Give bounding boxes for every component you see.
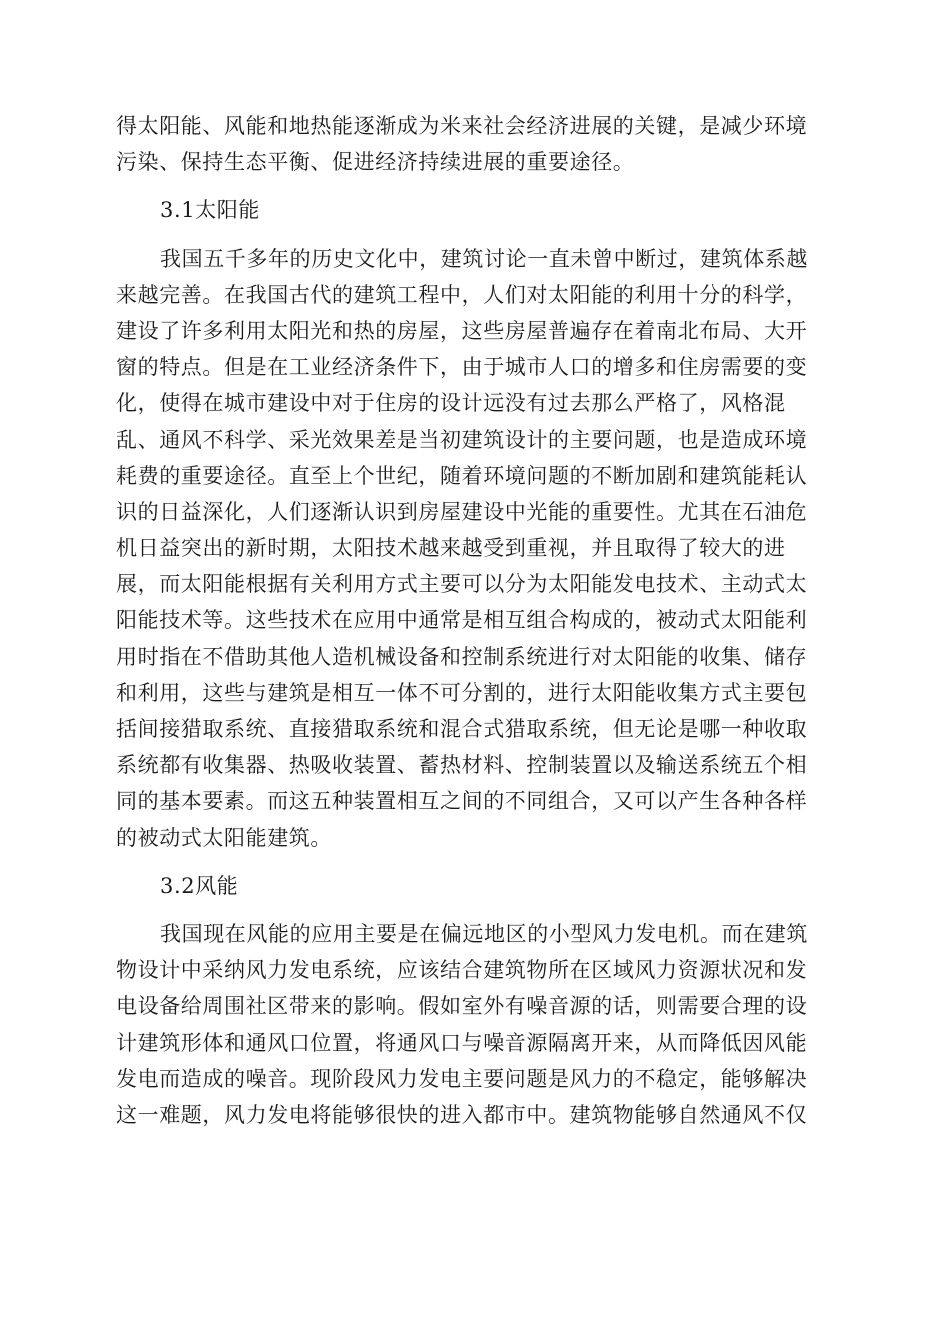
text-line: 和利用，这些与建筑是相互一体不可分割的，进行太阳能收集方式主要包 <box>116 680 808 705</box>
text-line: 建设了许多利用太阳光和热的房屋，这些房屋普遍存在着南北布局、大开 <box>116 318 808 343</box>
text-line: 识的日益深化，人们逐渐认识到房屋建设中光能的重要性。尤其在石油危 <box>116 499 808 524</box>
text-line: 阳能技术等。这些技术在应用中通常是相互组合构成的，被动式太阳能利 <box>116 608 808 633</box>
paragraph-intro-continuation <box>116 108 834 180</box>
text-line: 这一难题，风力发电将能够很快的进入都市中。建筑物能够自然通风不仅 <box>116 1102 808 1127</box>
text-line: 耗费的重要途径。直至上个世纪，随着环境问题的不断加剧和建筑能耗认 <box>116 463 808 488</box>
text-line: 发电而造成的噪音。现阶段风力发电主要问题是风力的不稳定，能够解决 <box>116 1066 808 1091</box>
text-line: 我国五千多年的历史文化中，建筑讨论一直未曾中断过，建筑体系越 <box>160 246 808 271</box>
text-line: 机日益突出的新时期，太阳技术越来越受到重视，并且取得了较大的进 <box>116 536 786 561</box>
text-line: 计建筑形体和通风口位置，将通风口与噪音源隔离开来，从而降低因风能 <box>116 1030 808 1055</box>
document-page <box>116 108 834 1133</box>
paragraph-wind <box>116 916 834 1133</box>
section-heading-solar: 3.1太阳能 <box>160 198 260 223</box>
paragraph-solar <box>116 241 834 856</box>
text-line: 用时指在不借助其他人造机械设备和控制系统进行对太阳能的收集、储存 <box>116 644 808 669</box>
text-line: 窗的特点。但是在工业经济条件下，由于城市人口的增多和住房需要的变 <box>116 355 808 380</box>
section-heading-wind: 3.2风能 <box>160 873 239 898</box>
text-line: 电设备给周围社区带来的影响。假如室外有噪音源的话，则需要合理的设 <box>116 994 808 1019</box>
text-line: 来越完善。在我国古代的建筑工程中，人们对太阳能的利用十分的科学， <box>116 282 808 307</box>
text-line: 系统都有收集器、热吸收装置、蓄热材料、控制装置以及输送系统五个相 <box>116 753 808 778</box>
text-line: 我国现在风能的应用主要是在偏远地区的小型风力发电机。而在建筑 <box>160 921 808 946</box>
text-line: 物设计中采纳风力发电系统，应该结合建筑物所在区域风力资源状况和发 <box>116 958 808 983</box>
text-line: 乱、通风不科学、采光效果差是当初建筑设计的主要问题，也是造成环境 <box>116 427 808 452</box>
text-line: 的被动式太阳能建筑。 <box>116 825 332 850</box>
text-line: 污染、保持生态平衡、促进经济持续进展的重要途径。 <box>116 150 635 175</box>
text-line: 同的基本要素。而这五种装置相互之间的不同组合，又可以产生各种各样 <box>116 789 808 814</box>
text-line: 展，而太阳能根据有关利用方式主要可以分为太阳能发电技术、主动式太 <box>116 572 808 597</box>
text-line: 括间接猎取系统、直接猎取系统和混合式猎取系统，但无论是哪一种收取 <box>116 717 808 741</box>
text-line: 化，使得在城市建设中对于住房的设计远没有过去那么严格了，风格混 <box>116 391 786 416</box>
text-line: 得太阳能、风能和地热能逐渐成为米来社会经济进展的关键，是减少环境 <box>116 114 808 138</box>
